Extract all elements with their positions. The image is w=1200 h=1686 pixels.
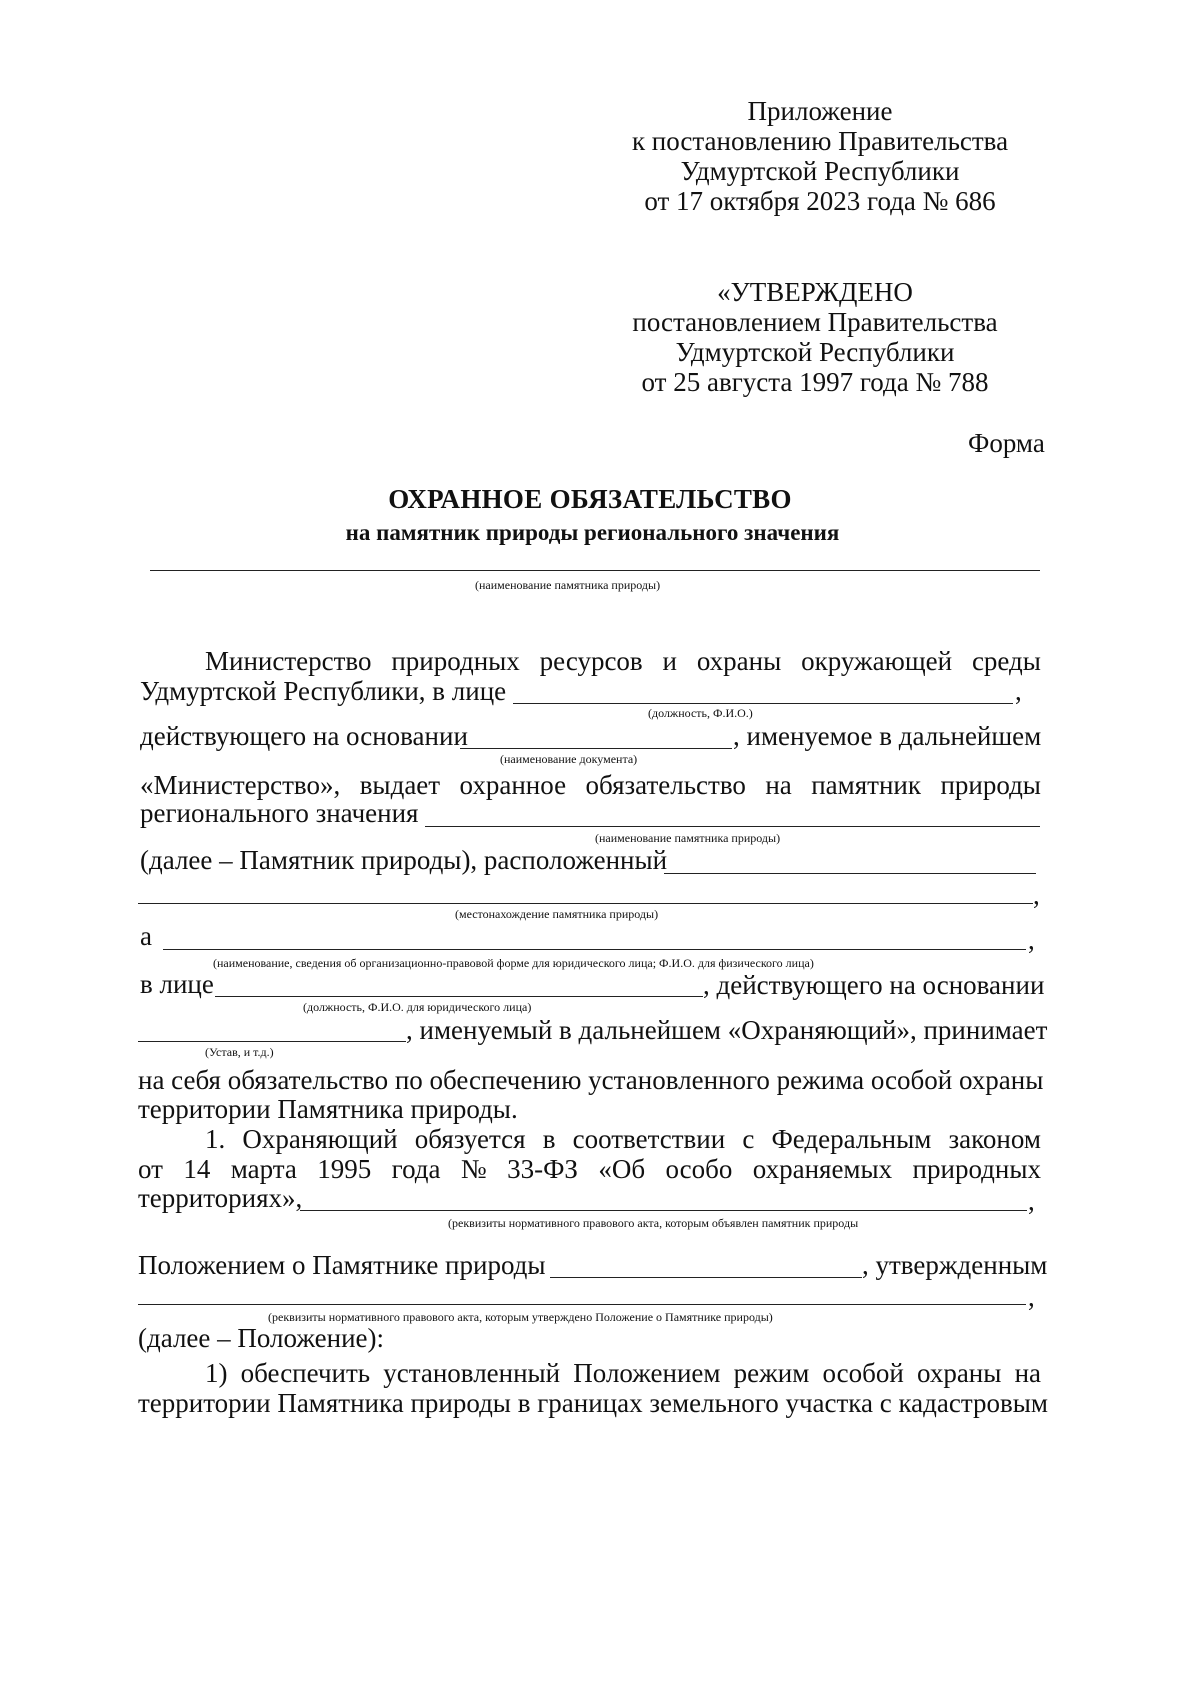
- paragraph-line: , именуемый в дальнейшем «Охраняющий», принимает: [406, 1015, 1048, 1045]
- word: 1.: [205, 1124, 226, 1154]
- word: и: [662, 646, 677, 676]
- paragraph-line: , утвержденным: [862, 1250, 1048, 1280]
- paragraph-line: Удмуртской Республики, в лице: [140, 676, 507, 706]
- position-fio-caption: (должность, Ф.И.О.): [648, 706, 753, 720]
- paragraph-line: Положением о Памятнике природы: [138, 1250, 546, 1280]
- approved-line: от 25 августа 1997 года № 788: [641, 367, 989, 397]
- word: Министерство: [205, 646, 372, 676]
- word: обязательство: [585, 770, 746, 800]
- paragraph-line: в лице: [140, 969, 214, 999]
- monument-name-field-2[interactable]: [425, 826, 1040, 827]
- word: 14: [183, 1154, 211, 1184]
- word: обязуется: [414, 1124, 526, 1154]
- word: среды: [971, 646, 1041, 676]
- location-field-2[interactable]: [138, 903, 1033, 904]
- representative-field[interactable]: [513, 703, 1013, 704]
- declaring-act-field[interactable]: [300, 1210, 1027, 1211]
- comma: ,: [1028, 925, 1035, 955]
- word: установленный: [383, 1358, 561, 1388]
- word: особо: [665, 1154, 733, 1184]
- form-label: Форма: [968, 428, 1045, 458]
- word: 33-ФЗ: [507, 1154, 578, 1184]
- word: режим: [733, 1358, 810, 1388]
- word: года: [391, 1154, 441, 1184]
- location-caption: (местонахождение памятника природы): [455, 907, 659, 921]
- location-field[interactable]: [664, 873, 1036, 874]
- comma: ,: [1015, 676, 1022, 706]
- word: на: [765, 770, 792, 800]
- appendix-block: [620, 96, 1020, 216]
- monument-name-caption-2: (наименование памятника природы): [595, 831, 781, 845]
- approved-line: «УТВЕРЖДЕНО: [717, 277, 913, 307]
- paragraph-line: [138, 1154, 1041, 1185]
- position-fio-legal-caption: (должность, Ф.И.О. для юридического лица): [303, 1000, 532, 1014]
- paragraph-line: [205, 646, 1041, 677]
- comma: ,: [1028, 1282, 1035, 1312]
- charter-caption: (Устав, и т.д.): [205, 1045, 274, 1059]
- word: в: [542, 1124, 556, 1154]
- word: ресурсов: [539, 646, 643, 676]
- comma: ,: [1033, 880, 1040, 910]
- word: 1995: [317, 1154, 372, 1184]
- word: природных: [912, 1154, 1041, 1184]
- appendix-line: Приложение: [747, 96, 893, 126]
- word: с: [742, 1124, 755, 1154]
- word: природных: [391, 646, 520, 676]
- word: особой: [822, 1358, 904, 1388]
- word: окружающей: [801, 646, 953, 676]
- word: охраны: [917, 1358, 1002, 1388]
- guardian-representative-field[interactable]: [215, 996, 703, 997]
- word: на: [1014, 1358, 1041, 1388]
- word: марта: [230, 1154, 297, 1184]
- word: природы: [940, 770, 1041, 800]
- paragraph-line: (далее – Положение):: [138, 1323, 384, 1353]
- word: памятник: [811, 770, 921, 800]
- basis-document-field[interactable]: [460, 748, 732, 749]
- comma: ,: [1028, 1186, 1035, 1216]
- monument-name-caption: (наименование памятника природы): [475, 578, 661, 592]
- word: охраняемых: [752, 1154, 893, 1184]
- word: 1): [205, 1358, 228, 1388]
- regulation-field[interactable]: [550, 1277, 862, 1278]
- word: Положением: [573, 1358, 721, 1388]
- word: соответствии: [572, 1124, 726, 1154]
- word: от: [138, 1154, 163, 1184]
- word: Охраняющий: [242, 1124, 398, 1154]
- paragraph-line: на себя обязательство по обеспечению установленного режима особой охраны: [138, 1065, 1044, 1095]
- word: Федеральным: [771, 1124, 932, 1154]
- monument-name-field[interactable]: [150, 570, 1040, 571]
- paragraph-line: территории Памятника природы в границах земельного участка с кадастровым: [138, 1388, 1048, 1418]
- paragraph-line: (далее – Памятник природы), расположенный: [140, 845, 668, 875]
- word: выдает: [359, 770, 441, 800]
- act-regulation-caption: (реквизиты нормативного правового акта, которым утверждено Положение о Памятнике природы): [268, 1310, 773, 1324]
- paragraph-line: , именуемое в дальнейшем: [733, 721, 1042, 751]
- document-name-caption: (наименование документа): [500, 752, 638, 766]
- word: «Министерство»,: [140, 770, 341, 800]
- paragraph-line: а: [140, 921, 152, 951]
- paragraph-line: действующего на основании: [140, 721, 468, 751]
- entity-caption: (наименование, сведения об организационно-правовой форме для юридического лица; Ф.И.О. для физического лица): [213, 956, 814, 970]
- paragraph-line: , действующего на основании: [703, 970, 1045, 1000]
- word: охраны: [696, 646, 782, 676]
- approved-line: Удмуртской Республики: [675, 337, 955, 367]
- word: охранное: [459, 770, 567, 800]
- document-subtitle: на памятник природы регионального значения: [345, 520, 840, 545]
- paragraph-line: регионального значения: [140, 798, 419, 828]
- regulation-act-field[interactable]: [138, 1304, 1026, 1305]
- document-title: ОХРАННОЕ ОБЯЗАТЕЛЬСТВО: [388, 484, 792, 514]
- act-declared-caption: (реквизиты нормативного правового акта, которым объявлен памятник природы: [448, 1216, 859, 1230]
- word: №: [460, 1154, 487, 1184]
- paragraph-line: территории Памятника природы.: [138, 1094, 518, 1124]
- approved-block: [615, 277, 1015, 397]
- guardian-basis-field[interactable]: [138, 1041, 406, 1042]
- word: «Об: [598, 1154, 646, 1184]
- appendix-line: к постановлению Правительства: [631, 126, 1009, 156]
- guardian-entity-field[interactable]: [163, 949, 1026, 950]
- word: законом: [948, 1124, 1041, 1154]
- paragraph-line: территориях»,: [138, 1183, 303, 1213]
- paragraph-line: [140, 770, 1041, 801]
- paragraph-line: [205, 1358, 1041, 1389]
- appendix-line: от 17 октября 2023 года № 686: [644, 186, 996, 216]
- paragraph-line: [205, 1124, 1041, 1155]
- word: обеспечить: [240, 1358, 371, 1388]
- appendix-line: Удмуртской Республики: [680, 156, 960, 186]
- approved-line: постановлением Правительства: [632, 307, 998, 337]
